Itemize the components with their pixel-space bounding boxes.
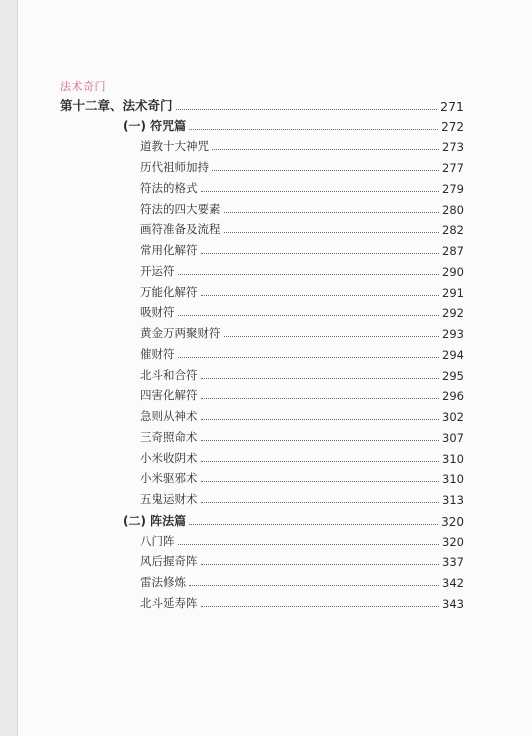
dot-leader <box>224 335 440 337</box>
dot-leader <box>201 252 440 254</box>
dot-leader <box>201 480 440 482</box>
toc-entry-page: 310 <box>442 452 464 466</box>
toc-entry-title: 吸财符 <box>140 305 175 319</box>
toc-entry-title: 小米收阴术 <box>140 451 198 465</box>
toc-item-entry[interactable] <box>140 284 464 300</box>
toc-entry-page: 313 <box>442 493 464 507</box>
toc-entry-title: 雷法修炼 <box>140 575 186 589</box>
toc-entry-title: 常用化解符 <box>140 243 198 257</box>
dot-leader <box>178 543 440 545</box>
toc-entry-page: 310 <box>442 472 464 486</box>
toc-item-entry[interactable] <box>140 470 464 486</box>
dot-leader <box>201 460 440 462</box>
toc-entry-title: 黄金万两聚财符 <box>140 326 221 340</box>
toc-section-entry[interactable] <box>123 512 464 529</box>
toc-item-entry[interactable] <box>140 553 464 569</box>
dot-leader <box>212 169 439 171</box>
toc-entry-title: 三奇照命术 <box>140 430 198 444</box>
toc-entry-page: 271 <box>440 99 464 114</box>
toc-entry-title: 符法的四大要素 <box>140 202 221 216</box>
toc-entry-page: 279 <box>442 182 464 196</box>
dot-leader <box>176 108 438 110</box>
running-head: 法术奇门 <box>60 80 106 93</box>
toc-item-entry[interactable] <box>140 574 464 590</box>
toc-entry-title: 五鬼运财术 <box>140 492 198 506</box>
dot-leader <box>224 231 440 233</box>
toc-item-entry[interactable] <box>140 221 464 237</box>
toc-entry-page: 293 <box>442 327 464 341</box>
document-page <box>18 0 532 736</box>
toc-entry-title: 小米驱邪术 <box>140 471 198 485</box>
toc-entry-title: 开运符 <box>140 264 175 278</box>
dot-leader <box>178 273 440 275</box>
toc-item-entry[interactable] <box>140 159 464 175</box>
toc-entry-page: 296 <box>442 389 464 403</box>
dot-leader <box>201 563 440 565</box>
toc-entry-title: 历代祖师加持 <box>140 160 209 174</box>
toc-entry-title: 四害化解符 <box>140 388 198 402</box>
toc-entry-page: 307 <box>442 431 464 445</box>
toc-entry-title: 符法的格式 <box>140 181 198 195</box>
dot-leader <box>201 605 440 607</box>
toc-entry-title: 北斗和合符 <box>140 368 198 382</box>
toc-section-entry[interactable] <box>123 117 464 134</box>
toc-item-entry[interactable] <box>140 595 464 611</box>
toc-entry-page: 280 <box>442 203 464 217</box>
toc-item-entry[interactable] <box>140 408 464 424</box>
toc-entry-title: 万能化解符 <box>140 285 198 299</box>
toc-entry-page: 294 <box>442 348 464 362</box>
toc-entry-page: 342 <box>442 576 464 590</box>
toc-item-entry[interactable] <box>140 138 464 154</box>
toc-entry-page: 277 <box>442 161 464 175</box>
toc-item-entry[interactable] <box>140 450 464 466</box>
toc-entry-title: 催财符 <box>140 347 175 361</box>
toc-item-entry[interactable] <box>140 367 464 383</box>
toc-entry-title: 急则从神术 <box>140 409 198 423</box>
dot-leader <box>189 128 438 130</box>
toc-item-entry[interactable] <box>140 263 464 279</box>
toc-entry-title: 风后握奇阵 <box>140 554 198 568</box>
toc-item-entry[interactable] <box>140 491 464 507</box>
toc-entry-page: 320 <box>442 535 464 549</box>
toc-item-entry[interactable] <box>140 325 464 341</box>
toc-item-entry[interactable] <box>140 180 464 196</box>
toc-entry-page: 287 <box>442 244 464 258</box>
toc-entry-title: 道教十大神咒 <box>140 139 209 153</box>
toc-entry-title: (二) 阵法篇 <box>123 514 187 528</box>
toc-entry-page: 343 <box>442 597 464 611</box>
toc-item-entry[interactable] <box>140 201 464 217</box>
toc-entry-page: 295 <box>442 369 464 383</box>
dot-leader <box>212 148 439 150</box>
toc-item-entry[interactable] <box>140 429 464 445</box>
dot-leader <box>201 294 440 296</box>
dot-leader <box>189 523 438 525</box>
toc-entry-title: 北斗延寿阵 <box>140 596 198 610</box>
dot-leader <box>201 377 440 379</box>
toc-item-entry[interactable] <box>140 242 464 258</box>
toc-entry-page: 282 <box>442 223 464 237</box>
toc-entry-title: 画符准备及流程 <box>140 222 221 236</box>
dot-leader <box>201 190 440 192</box>
toc-item-entry[interactable] <box>140 304 464 320</box>
toc-entry-page: 292 <box>442 306 464 320</box>
dot-leader <box>189 584 439 586</box>
dot-leader <box>178 356 440 358</box>
dot-leader <box>224 211 440 213</box>
toc-entry-title: 八门阵 <box>140 534 175 548</box>
dot-leader <box>201 501 440 503</box>
dot-leader <box>178 314 440 316</box>
dot-leader <box>201 418 440 420</box>
toc-item-entry[interactable] <box>140 346 464 362</box>
toc-entry-page: 337 <box>442 555 464 569</box>
toc-item-entry[interactable] <box>140 387 464 403</box>
toc-entry-page: 290 <box>442 265 464 279</box>
toc-chapter-entry[interactable] <box>60 96 464 114</box>
toc-entry-page: 273 <box>442 140 464 154</box>
dot-leader <box>201 397 440 399</box>
toc-entry-title: 第十二章、法术奇门 <box>60 98 173 113</box>
dot-leader <box>201 439 440 441</box>
toc-entry-title: (一) 符咒篇 <box>123 119 187 133</box>
toc-entry-page: 302 <box>442 410 464 424</box>
toc-item-entry[interactable] <box>140 533 464 549</box>
toc-entry-page: 272 <box>441 120 464 134</box>
toc-entry-page: 291 <box>442 286 464 300</box>
toc-entry-page: 320 <box>441 515 464 529</box>
